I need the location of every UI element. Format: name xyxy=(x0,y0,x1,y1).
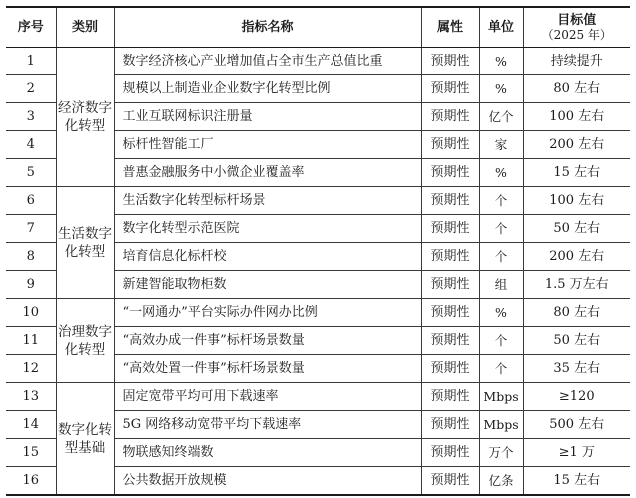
category-label: 治理数字化转型 xyxy=(58,323,112,358)
indicator-target: 1.5 万左右 xyxy=(523,271,630,299)
row-index: 4 xyxy=(6,131,56,159)
row-index: 16 xyxy=(6,467,56,496)
indicator-attribute: 预期性 xyxy=(421,271,479,299)
indicator-attribute: 预期性 xyxy=(421,411,479,439)
indicator-name: 5G 网络移动宽带平均下载速率 xyxy=(114,411,421,439)
indicator-unit: Mbps xyxy=(479,383,523,411)
row-index: 12 xyxy=(6,355,56,383)
indicator-name: 新建智能取物柜数 xyxy=(114,271,421,299)
indicator-name: 标杆性智能工厂 xyxy=(114,131,421,159)
row-index: 8 xyxy=(6,243,56,271)
header-row xyxy=(6,7,630,48)
indicator-name: 数字经济核心产业增加值占全市生产总值比重 xyxy=(114,48,421,75)
table-row xyxy=(6,187,630,215)
indicator-table xyxy=(6,6,630,496)
indicator-unit: 万个 xyxy=(479,439,523,467)
indicator-unit: 个 xyxy=(479,187,523,215)
indicator-attribute: 预期性 xyxy=(421,103,479,131)
row-index: 2 xyxy=(6,75,56,103)
indicator-unit: 家 xyxy=(479,131,523,159)
indicator-name: 公共数据开放规模 xyxy=(114,467,421,496)
indicator-attribute: 预期性 xyxy=(421,299,479,327)
indicator-name: 规模以上制造业企业数字化转型比例 xyxy=(114,75,421,103)
indicator-unit: 组 xyxy=(479,271,523,299)
indicator-target: ≥1 万 xyxy=(523,439,630,467)
indicator-attribute: 预期性 xyxy=(421,327,479,355)
indicator-unit: 个 xyxy=(479,243,523,271)
indicator-unit: % xyxy=(479,159,523,187)
indicator-unit: 亿个 xyxy=(479,103,523,131)
indicator-unit: 个 xyxy=(479,327,523,355)
header-unit: 单位 xyxy=(479,7,523,48)
indicator-target: 100 左右 xyxy=(523,187,630,215)
indicator-target: 50 左右 xyxy=(523,215,630,243)
row-index: 15 xyxy=(6,439,56,467)
indicator-target: 持续提升 xyxy=(523,48,630,75)
indicator-attribute: 预期性 xyxy=(421,48,479,75)
indicator-name: “一网通办”平台实际办件网办比例 xyxy=(114,299,421,327)
indicator-name: 培育信息化标杆校 xyxy=(114,243,421,271)
indicator-target: 500 左右 xyxy=(523,411,630,439)
row-index: 3 xyxy=(6,103,56,131)
indicator-unit: % xyxy=(479,48,523,75)
indicator-attribute: 预期性 xyxy=(421,187,479,215)
indicator-name: 数字化转型示范医院 xyxy=(114,215,421,243)
table-row xyxy=(6,48,630,75)
row-index: 14 xyxy=(6,411,56,439)
indicator-target: 200 左右 xyxy=(523,131,630,159)
header-target xyxy=(523,7,630,48)
header-name: 指标名称 xyxy=(114,7,421,48)
indicator-attribute: 预期性 xyxy=(421,467,479,496)
header-category: 类别 xyxy=(56,7,114,48)
indicator-target: 50 左右 xyxy=(523,327,630,355)
indicator-name: 普惠金融服务中小微企业覆盖率 xyxy=(114,159,421,187)
header-target-label: 目标值 xyxy=(557,12,597,28)
row-index: 11 xyxy=(6,327,56,355)
category-cell xyxy=(56,383,114,496)
row-index: 5 xyxy=(6,159,56,187)
indicator-name: 物联感知终端数 xyxy=(114,439,421,467)
row-index: 10 xyxy=(6,299,56,327)
indicator-attribute: 预期性 xyxy=(421,439,479,467)
indicator-unit: % xyxy=(479,75,523,103)
indicator-target: 100 左右 xyxy=(523,103,630,131)
category-cell xyxy=(56,48,114,187)
indicator-unit: Mbps xyxy=(479,411,523,439)
indicator-name: 工业互联网标识注册量 xyxy=(114,103,421,131)
indicator-name: 固定宽带平均可用下载速率 xyxy=(114,383,421,411)
indicator-attribute: 预期性 xyxy=(421,355,479,383)
indicator-target: 80 左右 xyxy=(523,299,630,327)
header-target-year: （2025 年） xyxy=(541,27,612,42)
indicator-attribute: 预期性 xyxy=(421,75,479,103)
indicator-unit: % xyxy=(479,299,523,327)
table-row xyxy=(6,383,630,411)
header-attribute: 属性 xyxy=(421,7,479,48)
category-label: 经济数字化转型 xyxy=(58,100,112,134)
row-index: 13 xyxy=(6,383,56,411)
table-row xyxy=(6,299,630,327)
indicator-attribute: 预期性 xyxy=(421,243,479,271)
indicator-attribute: 预期性 xyxy=(421,383,479,411)
indicator-target: 80 左右 xyxy=(523,75,630,103)
indicator-attribute: 预期性 xyxy=(421,215,479,243)
category-label: 数字化转型基础 xyxy=(58,421,112,456)
indicator-table-container xyxy=(6,6,630,496)
category-label: 生活数字化转型 xyxy=(58,225,112,260)
row-index: 1 xyxy=(6,48,56,75)
indicator-attribute: 预期性 xyxy=(421,159,479,187)
indicator-target: ≥120 xyxy=(523,383,630,411)
header-index: 序号 xyxy=(6,7,56,48)
indicator-name: “高效处置一件事”标杆场景数量 xyxy=(114,355,421,383)
row-index: 7 xyxy=(6,215,56,243)
indicator-target: 15 左右 xyxy=(523,467,630,496)
category-cell xyxy=(56,299,114,383)
indicator-unit: 个 xyxy=(479,215,523,243)
row-index: 9 xyxy=(6,271,56,299)
indicator-name: 生活数字化转型标杆场景 xyxy=(114,187,421,215)
indicator-unit: 亿条 xyxy=(479,467,523,496)
table-body xyxy=(6,48,630,496)
indicator-name: “高效办成一件事”标杆场景数量 xyxy=(114,327,421,355)
category-cell xyxy=(56,187,114,299)
row-index: 6 xyxy=(6,187,56,215)
indicator-target: 200 左右 xyxy=(523,243,630,271)
indicator-unit: 个 xyxy=(479,355,523,383)
indicator-target: 35 左右 xyxy=(523,355,630,383)
table-header xyxy=(6,7,630,48)
indicator-target: 15 左右 xyxy=(523,159,630,187)
indicator-attribute: 预期性 xyxy=(421,131,479,159)
